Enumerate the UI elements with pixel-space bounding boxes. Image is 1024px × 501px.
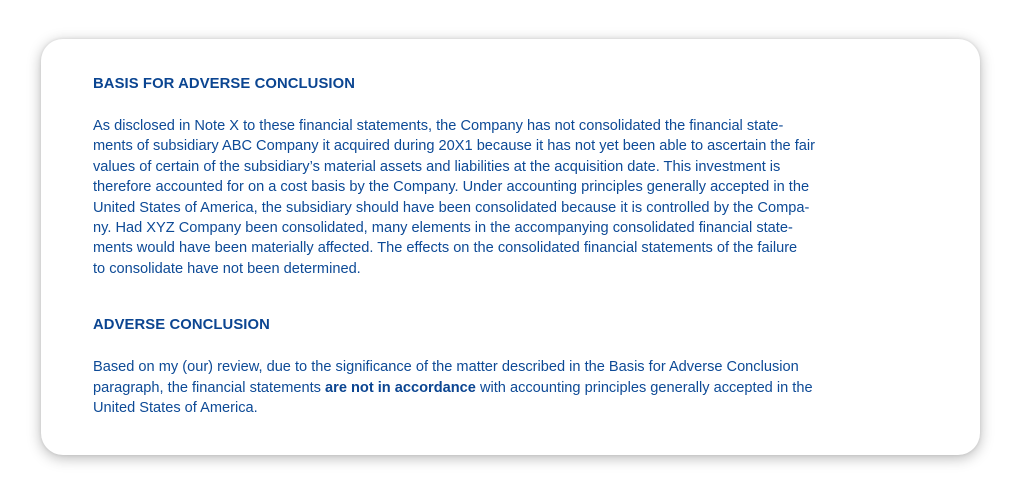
document-card bbox=[41, 39, 980, 455]
conclusion-paragraph bbox=[93, 357, 940, 418]
basis-line: therefore accounted for on a cost basis by the Company. Under accounting principles generally accepted in the bbox=[93, 179, 810, 196]
basis-line: ny. Had XYZ Company been consolidated, many elements in the accompanying consolidated financial state- bbox=[93, 220, 793, 237]
basis-line: ments of subsidiary ABC Company it acquired during 20X1 because it has not yet been able to ascertain the fair bbox=[93, 138, 815, 155]
conclusion-text: with accounting principles generally accepted in the bbox=[475, 379, 813, 396]
basis-line: As disclosed in Note X to these financial statements, the Company has not consolidated the financial state- bbox=[93, 118, 784, 134]
conclusion-section bbox=[93, 316, 940, 418]
basis-line: United States of America, the subsidiary should have been consolidated because it is controlled by the Compa- bbox=[93, 199, 810, 216]
conclusion-line bbox=[93, 378, 940, 398]
conclusion-text: paragraph, the financial statements bbox=[93, 379, 326, 396]
conclusion-line: Based on my (our) review, due to the significance of the matter described in the Basis for Adverse Conclusion bbox=[93, 359, 799, 376]
conclusion-line: United States of America. bbox=[93, 400, 258, 417]
conclusion-emphasis: are not in accordance bbox=[325, 379, 476, 396]
basis-heading: BASIS FOR ADVERSE CONCLUSION bbox=[93, 76, 356, 92]
basis-line: ments would have been materially affected. The effects on the consolidated financial statements of the failure bbox=[93, 240, 798, 257]
basis-line: to consolidate have not been determined. bbox=[93, 260, 361, 277]
basis-line: values of certain of the subsidiary’s material assets and liabilities at the acquisition date. This investment is bbox=[93, 158, 781, 175]
basis-paragraph bbox=[93, 116, 940, 279]
conclusion-heading: ADVERSE CONCLUSION bbox=[93, 317, 270, 334]
basis-section bbox=[93, 75, 940, 279]
